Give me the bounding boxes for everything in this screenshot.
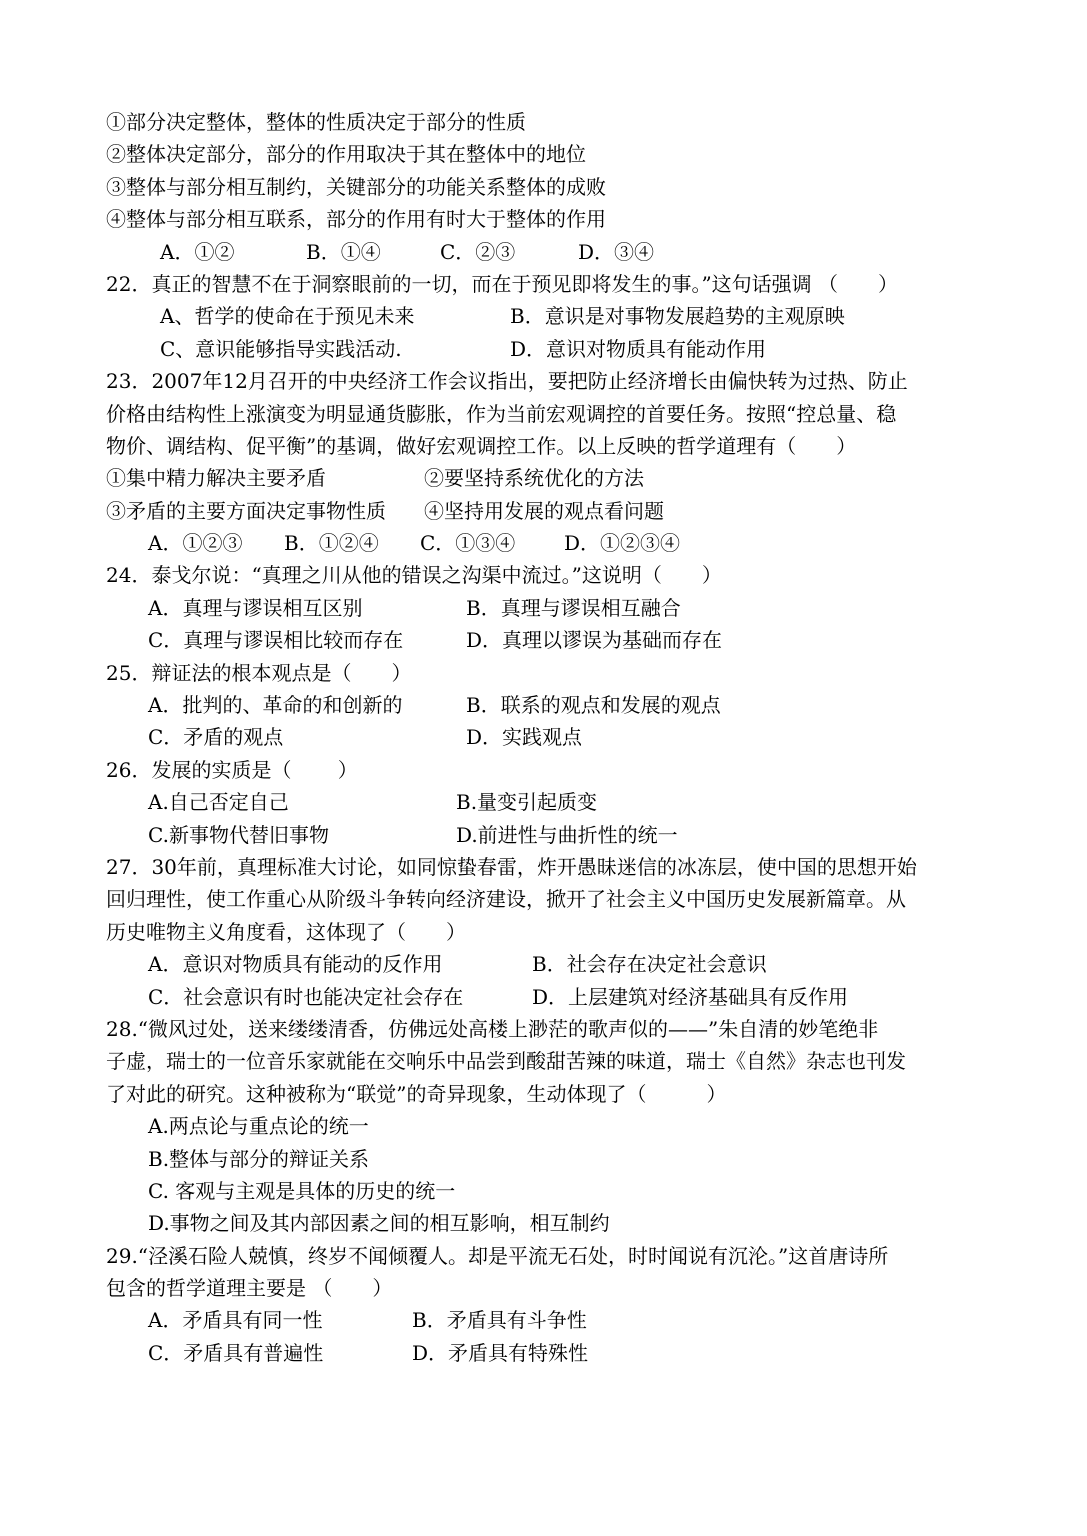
q26-option-d: D.前进性与曲折性的统一: [456, 822, 678, 847]
q23-stem-line-3: 物价、调结构、促平衡”的基调，做好宏观调控工作。以上反映的哲学道理有（ ）: [106, 433, 857, 458]
q23-option-a: A．①②③: [148, 531, 243, 556]
q25-option-c: C．矛盾的观点: [148, 725, 284, 750]
q23-statement-4: ④坚持用发展的观点看问题: [424, 498, 664, 523]
q28-option-a: A.两点论与重点论的统一: [148, 1114, 369, 1139]
q23-option-c: C．①③④: [420, 531, 516, 556]
q22-option-a: A、哲学的使命在于预见未来: [160, 304, 415, 329]
q26-stem: 26．发展的实质是（ ）: [106, 757, 358, 782]
q26-options-row-1: [106, 786, 986, 818]
q28-option-b: B.整体与部分的辩证关系: [148, 1146, 370, 1171]
q24-option-d: D．真理以谬误为基础而存在: [466, 628, 723, 653]
q26-option-a: A.自己否定自己: [148, 790, 289, 815]
q29-stem-line-1: 29.“泾溪石险人兢慎，终岁不闻倾覆人。却是平流无石处，时时闻说有沉沦。”这首唐诗所: [106, 1243, 889, 1268]
q24-options-row-1: [106, 592, 986, 624]
q21-option-d: D．③④: [578, 239, 655, 264]
q27-option-b: B．社会存在决定社会意识: [532, 952, 767, 977]
q26-options-row-2: [106, 819, 986, 851]
q27-stem-line-2: 回归理性，使工作重心从阶级斗争转向经济建设，掀开了社会主义中国历史发展新篇章。从: [106, 887, 906, 912]
q25-stem: 25．辩证法的根本观点是（ ）: [106, 660, 412, 685]
q28-stem-line-2: 子虚，瑞士的一位音乐家就能在交响乐中品尝到酸甜苦辣的味道，瑞士《自然》杂志也刊发: [106, 1049, 906, 1074]
q25-options-row-2: [106, 721, 986, 753]
q21-option-a: A．①②: [160, 239, 235, 264]
q24-options-row-2: [106, 624, 986, 656]
q29-option-b: B．矛盾具有斗争性: [412, 1308, 587, 1333]
q27-stem-line-3: 历史唯物主义角度看，这体现了（ ）: [106, 919, 466, 944]
q25-option-d: D．实践观点: [466, 725, 583, 750]
q27-option-d: D．上层建筑对经济基础具有反作用: [532, 984, 849, 1009]
q27-options-row-1: [106, 948, 986, 980]
q22-option-d: D．意识对物质具有能动作用: [510, 336, 767, 361]
q23-options: [106, 527, 986, 559]
q23-statement-1: ①集中精力解决主要矛盾: [106, 466, 326, 491]
q21-statement-2: ②整体决定部分，部分的作用取决于其在整体中的地位: [106, 142, 586, 167]
q23-option-d: D．①②③④: [564, 531, 681, 556]
q23-stem-line-1: 23．2007年12月召开的中央经济工作会议指出，要把防止经济增长由偏快转为过热、防止: [106, 369, 908, 394]
q28-option-c: C. 客观与主观是具体的历史的统一: [148, 1178, 456, 1203]
q29-stem-line-2: 包含的哲学道理主要是 （ ）: [106, 1276, 393, 1301]
q27-options-row-2: [106, 981, 986, 1013]
q25-option-a: A．批判的、革命的和创新的: [148, 693, 403, 718]
q29-options-row-1: [106, 1304, 986, 1336]
q24-option-a: A．真理与谬误相互区别: [148, 595, 363, 620]
q28-stem-line-3: 了对此的研究。这种被称为“联觉”的奇异现象，生动体现了（ ）: [106, 1081, 727, 1106]
q21-statement-4: ④整体与部分相互联系，部分的作用有时大于整体的作用: [106, 207, 606, 232]
q24-option-c: C．真理与谬误相比较而存在: [148, 628, 404, 653]
exam-page: [106, 106, 986, 1369]
q27-stem-line-1: 27．30年前，真理标准大讨论，如同惊蛰春雷，炸开愚昧迷信的冰冻层，使中国的思想开始: [106, 854, 917, 879]
q21-statement-3: ③整体与部分相互制约，关键部分的功能关系整体的成败: [106, 174, 606, 199]
q22-option-c: C、意识能够指导实践活动.: [160, 336, 402, 361]
q27-option-c: C．社会意识有时也能决定社会存在: [148, 984, 464, 1009]
q29-option-c: C．矛盾具有普遍性: [148, 1340, 324, 1365]
q24-stem: 24．泰戈尔说：“真理之川从他的错误之沟渠中流过。”这说明（ ）: [106, 563, 722, 588]
q21-options: [106, 236, 986, 268]
q23-statement-2: ②要坚持系统优化的方法: [424, 466, 644, 491]
q26-option-c: C.新事物代替旧事物: [148, 822, 329, 847]
q29-option-d: D．矛盾具有特殊性: [412, 1340, 589, 1365]
q23-statement-3: ③矛盾的主要方面决定事物性质: [106, 498, 386, 523]
q28-option-d: D.事物之间及其内部因素之间的相互影响，相互制约: [148, 1211, 610, 1236]
q21-option-b: B．①④: [306, 239, 381, 264]
q21-option-c: C．②③: [440, 239, 516, 264]
q25-options-row-1: [106, 689, 986, 721]
q23-statements-row-1: [106, 462, 986, 494]
q26-option-b: B.量变引起质变: [456, 790, 598, 815]
q28-stem-line-1: 28.“微风过处，送来缕缕清香，仿佛远处高楼上渺茫的歌声似的——”朱自清的妙笔绝非: [106, 1016, 879, 1041]
q25-option-b: B．联系的观点和发展的观点: [466, 693, 721, 718]
q22-options-row-1: [106, 300, 986, 332]
q29-options-row-2: [106, 1337, 986, 1369]
q22-stem: 22．真正的智慧不在于洞察眼前的一切，而在于预见即将发生的事。”这句话强调 （ ）: [106, 271, 899, 296]
q29-option-a: A．矛盾具有同一性: [148, 1308, 323, 1333]
q24-option-b: B．真理与谬误相互融合: [466, 595, 681, 620]
q22-options-row-2: [106, 333, 986, 365]
q22-option-b: B．意识是对事物发展趋势的主观原映: [510, 304, 845, 329]
q21-statement-1: ①部分决定整体，整体的性质决定于部分的性质: [106, 110, 526, 134]
q23-statements-row-2: [106, 495, 986, 527]
q27-option-a: A．意识对物质具有能动的反作用: [148, 952, 443, 977]
q23-option-b: B．①②④: [284, 531, 379, 556]
q23-stem-line-2: 价格由结构性上涨演变为明显通货膨胀，作为当前宏观调控的首要任务。按照“控总量、稳: [106, 401, 897, 426]
